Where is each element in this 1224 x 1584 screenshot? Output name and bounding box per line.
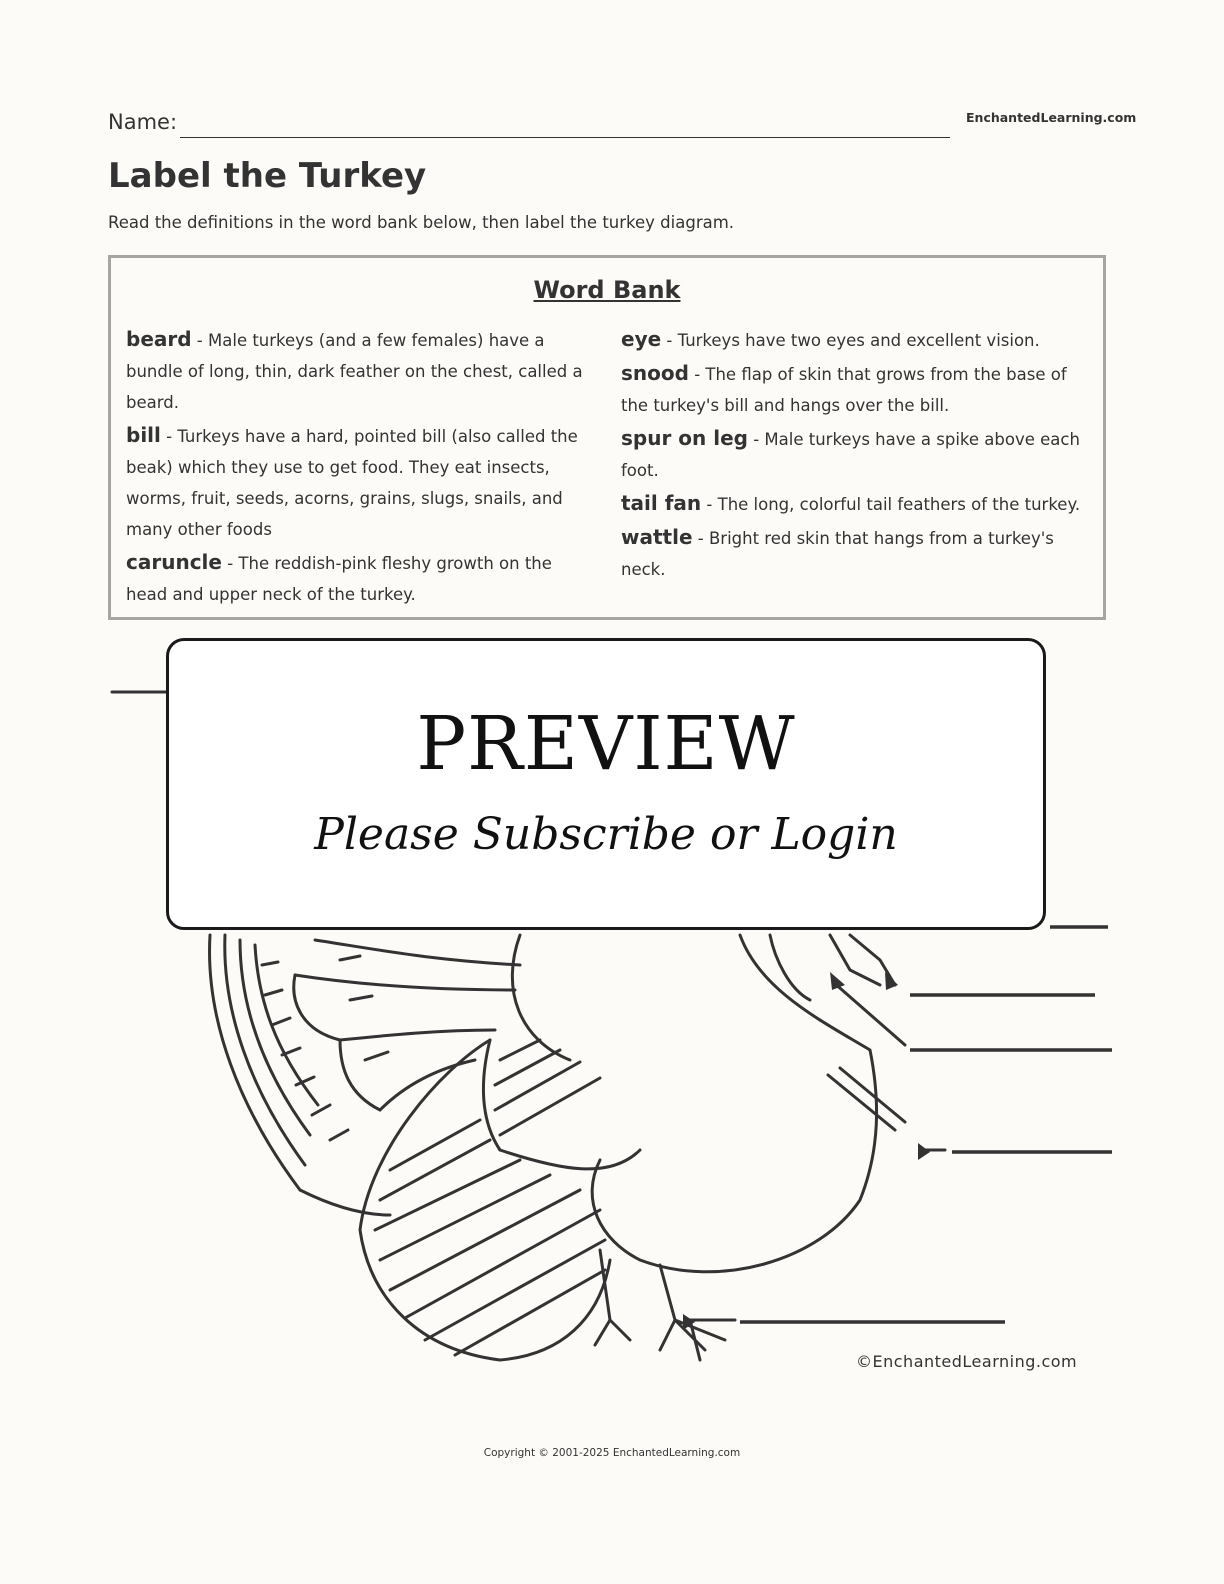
site-brand: EnchantedLearning.com — [966, 110, 1137, 125]
definition-beard: - Male turkeys (and a few females) have a bundle of long, thin, dark feather on the chest, called a beard. — [126, 331, 583, 412]
turkey-body — [512, 935, 570, 1060]
preview-title: PREVIEW — [416, 701, 796, 787]
term-wattle: wattle — [621, 525, 693, 549]
definition-spur-on-leg: - Male turkeys have a spike above each foot. — [621, 430, 1080, 480]
footer-copyright: Copyright © 2001-2025 EnchantedLearning.com — [483, 1447, 741, 1459]
instructions: Read the definitions in the word bank below, then label the turkey diagram. — [108, 213, 735, 232]
term-spur-on-leg: spur on leg — [621, 426, 748, 450]
image-credit: ©EnchantedLearning.com — [856, 1352, 1078, 1371]
definition-eye: - Turkeys have two eyes and excellent vision. — [661, 331, 1040, 350]
subscribe-login-prompt[interactable]: Please Subscribe or Login — [314, 809, 898, 860]
term-caruncle: caruncle — [126, 550, 222, 574]
word-bank-title: Word Bank — [533, 276, 681, 304]
name-label: Name: — [108, 110, 178, 134]
definition-bill: - Turkeys have a hard, pointed bill (also called the beak) which they use to get food. They eat insects, worms, fruit, seeds, acorns, grains, slugs, snails, and many other foods — [126, 427, 578, 539]
term-bill: bill — [126, 423, 161, 447]
preview-overlay[interactable] — [166, 638, 1046, 930]
definition-snood: - The flap of skin that grows from the base of the turkey's bill and hangs over the bill. — [621, 365, 1067, 415]
term-snood: snood — [621, 361, 689, 385]
definition-wattle: - Bright red skin that hangs from a turkey's neck. — [621, 529, 1054, 579]
term-eye: eye — [621, 327, 662, 351]
definition-tail-fan: - The long, colorful tail feathers of the turkey. — [701, 495, 1081, 514]
page-title: Label the Turkey — [108, 156, 427, 196]
term-beard: beard — [126, 327, 192, 351]
term-tail-fan: tail fan — [621, 491, 702, 515]
tail-fan-outline — [210, 935, 300, 1190]
definition-caruncle: - The reddish-pink fleshy growth on the head and upper neck of the turkey. — [126, 554, 552, 604]
